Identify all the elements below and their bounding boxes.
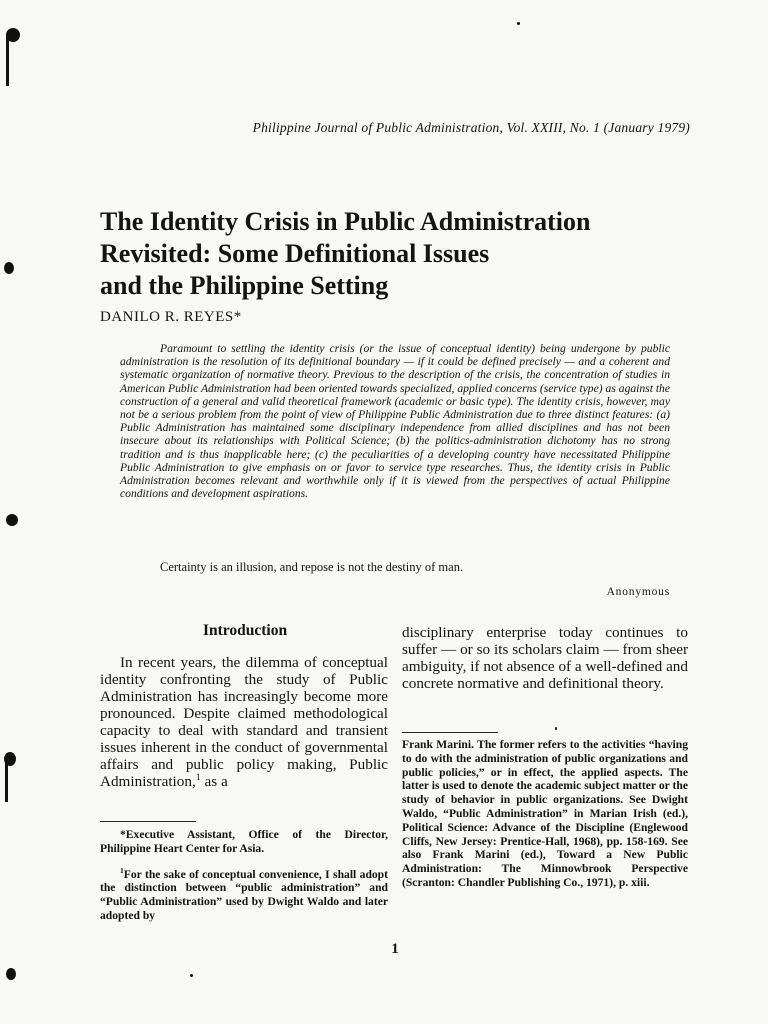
abstract: Paramount to settling the identity crisis (or the issue of conceptual identity) being undergone by public administration is the resolution of its definitional boundary — if it could be defined precisely — and a coherent and systematic organization of normative theory. Previous to the description of the crisis, the concentration of studies in American Public Administration had been oriented towards specialized, applied concerns (service type) as against the construction of a general and valid theoretical framework (academic or basic type). The identity crisis, however, may not be a serious problem from the point of view of Philippine Public Administration due to three distinct features: (a) Public Administration has maintained some disciplinary independence from allied disciplines and has not been insecure about its relationships with Political Science; (b) the politics-administration dichotomy has no strong tradition and is thus inapplicable here; (c) the peculiarities of a developing country have necessitated Philippine Public Administration to give emphasis on or favor to service type researches. Thus, the identity crisis in Public Administration becomes relevant and worthwhile only if it is viewed from the perspectives of actual Philippine conditions and development aspirations. bbox=[120, 342, 670, 501]
footnote-rule bbox=[100, 821, 196, 822]
body-column-right bbox=[402, 624, 688, 692]
body-paragraph bbox=[100, 654, 388, 790]
binding-hole-mark bbox=[5, 762, 8, 802]
footnote-marker: 1 bbox=[120, 865, 124, 875]
body-paragraph: disciplinary enterprise today continues to suffer — or so its scholars claim — from sheer ambiguity, if not absence of a well-defined and concrete normative and definitional theory. bbox=[402, 624, 688, 692]
title-line: The Identity Crisis in Public Administration bbox=[100, 207, 591, 236]
paragraph-text-tail: as a bbox=[200, 773, 228, 790]
title-line: and the Philippine Setting bbox=[100, 271, 389, 300]
binding-hole-mark bbox=[6, 514, 18, 526]
running-head: Philippine Journal of Public Administration, Vol. XXIII, No. 1 (January 1979) bbox=[252, 120, 690, 135]
binding-hole-mark bbox=[6, 968, 16, 980]
footnote-author-note: *Executive Assistant, Office of the Director, Philippine Heart Center for Asia. bbox=[100, 828, 388, 855]
footnotes-left bbox=[100, 828, 388, 923]
epigraph: Certainty is an illusion, and repose is not the destiny of man. bbox=[160, 560, 464, 574]
scan-speck bbox=[517, 22, 520, 25]
author-name: DANILO R. REYES* bbox=[100, 309, 242, 325]
binding-hole-mark bbox=[4, 262, 14, 274]
page-number: 1 bbox=[391, 941, 399, 957]
footnote-1 bbox=[100, 865, 388, 923]
footnotes-right bbox=[402, 738, 688, 890]
scan-speck bbox=[555, 727, 557, 730]
footnote-rule bbox=[402, 732, 498, 733]
title-line: Revisited: Some Definitional Issues bbox=[100, 239, 490, 268]
scan-speck bbox=[190, 974, 193, 977]
footnote-continued: Frank Marini. The former refers to the activities “having to do with the administration of public organizations and public policies,” or in effect, the applied aspects. The latter is used to denote the academic subject matter or the study of behavior in public organizations. See Dwight Waldo, “Public Administration” in Marian Irish (ed.), Political Science: Advance of the Discipline (Englewood Cliffs, New Jersey: Prentice-Hall, 1968), pp. 158-169. See also Frank Marini (ed.), Toward a New Public Administration: The Minnowbrook Perspective (Scranton: Chandler Publishing Co., 1971), p. xiii. bbox=[402, 738, 688, 889]
binding-hole-mark bbox=[6, 36, 9, 86]
article-title bbox=[100, 206, 660, 302]
footnote-text: For the sake of conceptual convenience, I shall adopt the distinction between “public administration” and “Public Administration” used by Dwight Waldo and later adopted by bbox=[100, 867, 388, 922]
section-heading: Introduction bbox=[202, 622, 288, 639]
paragraph-text: In recent years, the dilemma of conceptual identity confronting the study of Public Administration has increasingly become more pronounced. Despite claimed methodological capacity to deal with standard and transient issues inherent in the conduct of governmental affairs and public policy making, Public Administration, bbox=[100, 654, 388, 790]
footnote-ref[interactable]: 1 bbox=[195, 771, 201, 783]
body-column-left bbox=[100, 654, 388, 790]
epigraph-author: Anonymous bbox=[606, 586, 670, 598]
